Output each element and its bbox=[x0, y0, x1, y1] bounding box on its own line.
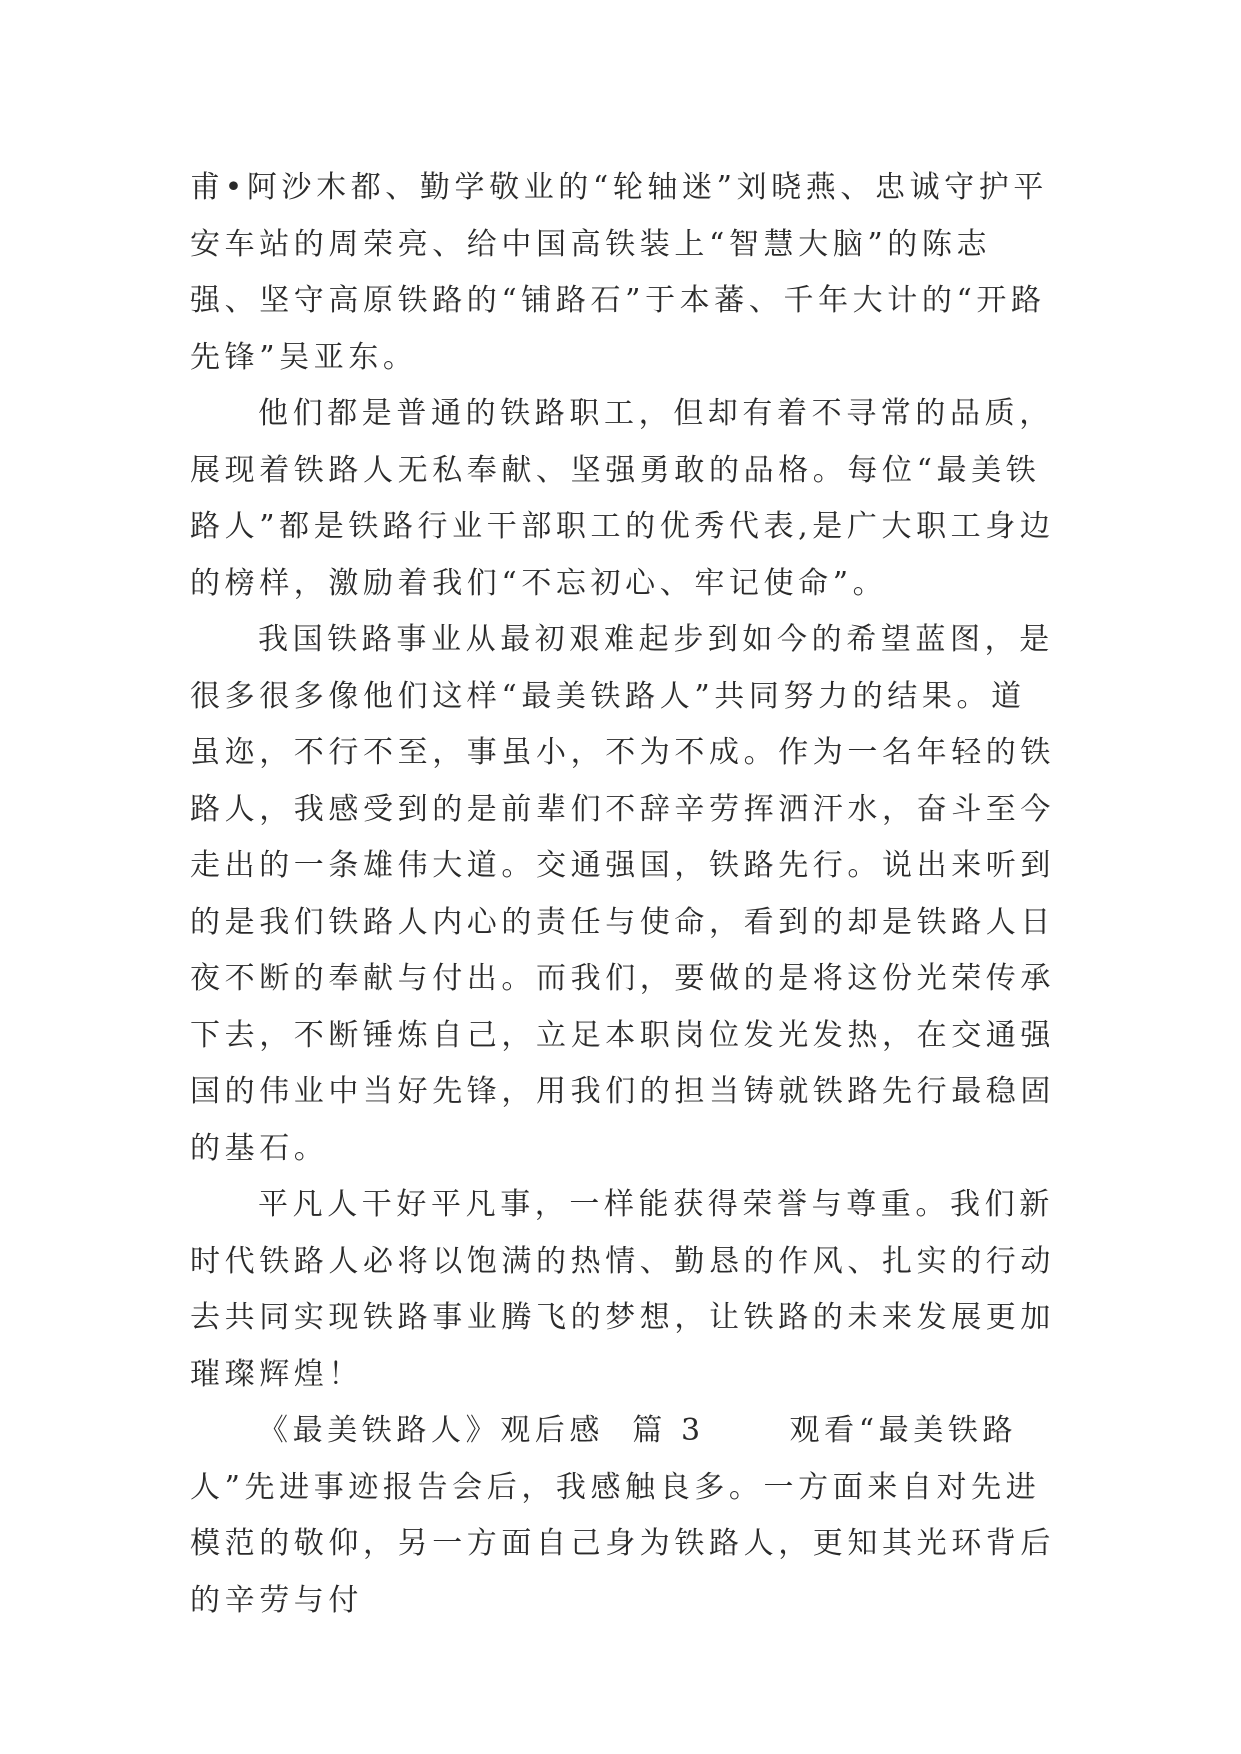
document-body bbox=[190, 160, 1060, 1629]
paragraph-1: 甫•阿沙木都、勤学敬业的“轮轴迷”刘晓燕、忠诚守护平安车站的周荣亮、给中国高铁装上“智慧大脑”的陈志强、坚守高原铁路的“铺路石”于本蕃、千年大计的“开路先锋”吴亚东。 bbox=[190, 170, 1048, 375]
paragraph-2: 他们都是普通的铁路职工，但却有着不寻常的品质，展现着铁路人无私奉献、坚强勇敢的品格。每位“最美铁路人”都是铁路行业干部职工的优秀代表,是广大职工身边的榜样，激励着我们“不忘初心、牢记使命”。 bbox=[190, 396, 1055, 601]
paragraph-5: 《最美铁路人》观后感 篇 3 观看“最美铁路人”先进事迹报告会后，我感触良多。一方面来自对先进模范的敬仰，另一方面自己身为铁路人，更知其光环背后的辛劳与付 bbox=[190, 1413, 1055, 1618]
paragraph-4: 平凡人干好平凡事，一样能获得荣誉与尊重。我们新时代铁路人必将以饱满的热情、勤恳的作风、扎实的行动去共同实现铁路事业腾飞的梦想，让铁路的未来发展更加璀璨辉煌！ bbox=[190, 1187, 1055, 1392]
paragraph-3: 我国铁路事业从最初艰难起步到如今的希望蓝图，是很多很多像他们这样“最美铁路人”共同努力的结果。道虽迩，不行不至，事虽小，不为不成。作为一名年轻的铁路人，我感受到的是前辈们不辞辛劳挥洒汗水，奋斗至今走出的一条雄伟大道。交通强国，铁路先行。说出来听到的是我们铁路人内心的责任与使命，看到的却是铁路人日夜不断的奉献与付出。而我们，要做的是将这份光荣传承下去，不断锤炼自己，立足本职岗位发光发热，在交通强国的伟业中当好先锋，用我们的担当铸就铁路先行最稳固的基石。 bbox=[190, 622, 1055, 1166]
